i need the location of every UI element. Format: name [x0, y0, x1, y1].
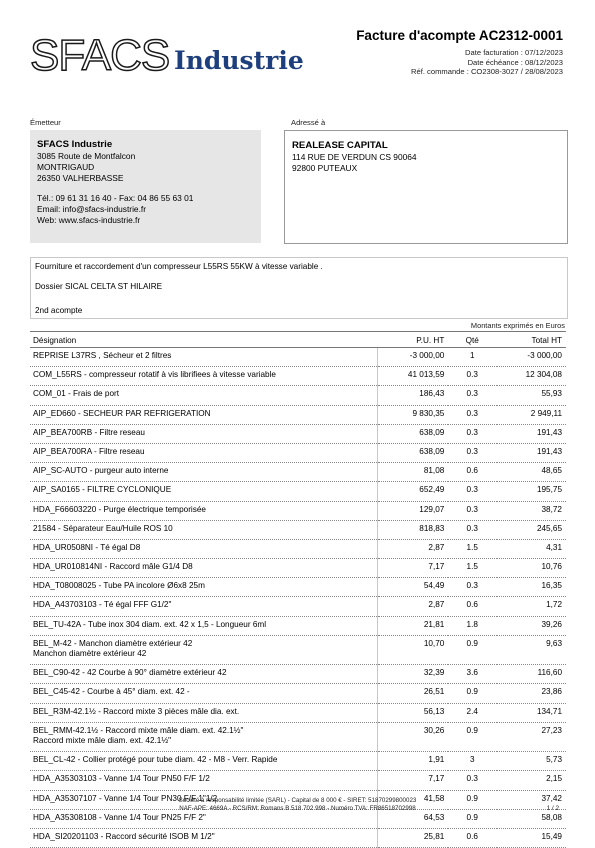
destinataire-address2: 92800 PUTEAUX	[292, 162, 358, 173]
table-row	[30, 482, 566, 501]
emetteur-address2: MONTRIGAUD	[37, 161, 95, 172]
row-designation	[30, 559, 378, 578]
table-row	[30, 828, 566, 847]
row-pu: 64,53	[378, 809, 449, 828]
row-pu: 129,07	[378, 501, 449, 520]
row-designation-text: AIP_SA0165 - FILTRE CYCLONIQUE	[33, 485, 172, 495]
destinataire-box	[284, 130, 568, 244]
destinataire-address1: 114 RUE DE VERDUN CS 90064	[292, 152, 417, 162]
date-facturation: Date facturation : 07/12/2023	[465, 48, 563, 57]
row-pu: 2,87	[378, 539, 449, 558]
row-pu: 81,08	[378, 463, 449, 482]
footer-line2: NAF-APE: 4669A - RCS/RM: Romans B 518 702 998 - Numéro TVA: FR86518702998	[179, 805, 416, 812]
row-designation	[30, 684, 378, 703]
row-total: 2 949,11	[497, 405, 566, 424]
row-total: 195,75	[497, 482, 566, 501]
table-row	[30, 722, 566, 751]
table-row	[30, 597, 566, 616]
row-pu: 10,70	[378, 635, 449, 664]
row-designation-text: BEL_C45-42 - Courbe à 45° diam. ext. 42 -	[33, 687, 190, 697]
currency-note: Montants exprimés en Euros	[470, 321, 565, 330]
row-total: 116,60	[497, 665, 566, 684]
description-line3: 2nd acompte	[35, 306, 83, 315]
row-pu: 2,87	[378, 597, 449, 616]
table-row	[30, 501, 566, 520]
table-row	[30, 520, 566, 539]
emetteur-address3: 26350 VALHERBASSE	[37, 172, 124, 183]
emetteur-phone: Tél.: 09 61 31 16 40 - Fax: 04 86 55 63 01	[37, 193, 194, 204]
row-designation	[30, 578, 378, 597]
row-designation-text: COM_L55RS - compresseur rotatif à vis librifiees à vitesse variable	[33, 370, 276, 380]
row-qte: 0.6	[448, 828, 497, 847]
row-designation	[30, 463, 378, 482]
row-qte: 0.3	[448, 443, 497, 462]
row-designation-text: HDA_A35308108 - Vanne 1/4 Tour PN25 F/F 2"	[33, 812, 206, 822]
row-designation-text-2: Manchon diamètre extérieur 42	[33, 649, 147, 659]
table-row	[30, 405, 566, 424]
row-designation-text: REPRISE L37RS , Sécheur et 2 filtres	[33, 351, 172, 360]
destinataire-name: REALEASE CAPITAL	[292, 140, 388, 151]
row-total: 1,72	[497, 597, 566, 616]
row-total: 191,43	[497, 424, 566, 443]
row-pu: 7,17	[378, 771, 449, 790]
row-total: 10,76	[497, 559, 566, 578]
row-total: 48,65	[497, 463, 566, 482]
row-pu: 652,49	[378, 482, 449, 501]
row-qte: 1.5	[448, 539, 497, 558]
table-row	[30, 424, 566, 443]
emetteur-web: Web: www.sfacs-industrie.fr	[37, 214, 141, 225]
row-qte: 0.6	[448, 463, 497, 482]
row-designation-text: BEL_CL-42 - Collier protégé pour tube diam. 42 - M8 - Verr. Rapide	[33, 755, 278, 765]
table-row	[30, 752, 566, 771]
row-qte: 0.3	[448, 578, 497, 597]
footer-line1: Société à responsabilité limitée (SARL) - Capital de 8 000 € - SIRET: 51870299800023	[178, 797, 417, 804]
row-designation	[30, 752, 378, 771]
row-designation-text: HDA_UR010814NI - Raccord mâle G1/4 D8	[33, 562, 193, 572]
row-designation-text-2: Raccord mixte mâle diam. ext. 42.1½"	[33, 735, 172, 745]
row-qte: 1.5	[448, 559, 497, 578]
row-qte: 1	[448, 348, 497, 367]
row-qte: 0.9	[448, 635, 497, 664]
row-designation	[30, 482, 378, 501]
header-designation: Désignation	[30, 332, 378, 348]
row-pu: 30,26	[378, 722, 449, 751]
emetteur-email: Email: info@sfacs-industrie.fr	[37, 204, 147, 215]
row-designation	[30, 386, 378, 405]
logo-sfacs-text: SFACS	[30, 31, 170, 80]
row-designation-text: 21584 - Séparateur Eau/Huile ROS 10	[33, 523, 173, 533]
company-logo	[30, 31, 304, 82]
row-total: 134,71	[497, 703, 566, 722]
row-qte: 1.8	[448, 616, 497, 635]
row-designation	[30, 616, 378, 635]
row-pu: 818,83	[378, 520, 449, 539]
row-designation-text: HDA_SI20201103 - Raccord sécurité ISOB M 1/2"	[33, 831, 215, 841]
row-qte: 3	[448, 752, 497, 771]
invoice-title: Facture d'acompte AC2312-0001	[356, 28, 563, 43]
row-designation-text: BEL_RMM-42.1½ - Raccord mixte mâle diam. ext. 42.1½"	[33, 725, 244, 735]
row-qte: 0.9	[448, 809, 497, 828]
table-row	[30, 578, 566, 597]
emetteur-box	[30, 130, 261, 243]
row-total: 191,43	[497, 443, 566, 462]
row-pu: 54,49	[378, 578, 449, 597]
row-designation	[30, 722, 378, 751]
row-qte: 0.3	[448, 405, 497, 424]
row-designation	[30, 348, 378, 367]
table-row	[30, 463, 566, 482]
row-designation	[30, 424, 378, 443]
row-designation-text: AIP_ED660 - SECHEUR PAR REFRIGERATION	[33, 408, 211, 418]
row-designation-text: HDA_T08008025 - Tube PA incolore Ø6x8 25m	[33, 581, 205, 591]
row-designation	[30, 443, 378, 462]
emetteur-label: Émetteur	[30, 118, 61, 127]
row-qte: 0.6	[448, 597, 497, 616]
row-pu: 638,09	[378, 424, 449, 443]
row-total: 38,72	[497, 501, 566, 520]
row-qte: 0.9	[448, 684, 497, 703]
page-number: 1 / 2	[546, 805, 559, 812]
table-row	[30, 703, 566, 722]
table-row	[30, 635, 566, 664]
table-row	[30, 348, 566, 367]
row-qte: 0.3	[448, 386, 497, 405]
row-designation-text: HDA_F66603220 - Purge électrique temporisée	[33, 504, 206, 514]
row-designation	[30, 405, 378, 424]
row-total: 55,93	[497, 386, 566, 405]
row-pu: -3 000,00	[378, 348, 449, 367]
row-designation-text: HDA_UR0508NI - Té égal D8	[33, 542, 141, 552]
row-designation	[30, 597, 378, 616]
row-qte: 0.3	[448, 771, 497, 790]
row-total: 2,15	[497, 771, 566, 790]
date-echeance: Date échéance : 08/12/2023	[467, 57, 563, 67]
table-row	[30, 386, 566, 405]
row-designation	[30, 520, 378, 539]
table-row	[30, 443, 566, 462]
table-row	[30, 559, 566, 578]
row-qte: 0.9	[448, 790, 497, 809]
row-designation	[30, 665, 378, 684]
description-line2: Dossier SICAL CELTA ST HILAIRE	[35, 282, 163, 291]
row-designation-text: BEL_R3M-42.1½ - Raccord mixte 3 pièces mâle dia. ext.	[33, 706, 240, 716]
row-designation	[30, 539, 378, 558]
row-total: 12 304,08	[497, 367, 566, 386]
table-row	[30, 771, 566, 790]
row-pu: 32,39	[378, 665, 449, 684]
row-designation	[30, 828, 378, 847]
items-table	[30, 331, 566, 848]
row-designation-text: BEL_C90-42 - 42 Courbe à 90° diamètre extérieur 42	[33, 668, 227, 678]
emetteur-name: SFACS Industrie	[37, 139, 113, 150]
row-qte: 0.3	[448, 501, 497, 520]
row-designation-text: AIP_BEA700RA - Filtre reseau	[33, 446, 145, 456]
row-pu: 186,43	[378, 386, 449, 405]
row-designation-text: COM_01 - Frais de port	[33, 389, 119, 399]
row-total: 5,73	[497, 752, 566, 771]
row-total: 23,86	[497, 684, 566, 703]
row-pu: 9 830,35	[378, 405, 449, 424]
table-header-row	[30, 332, 566, 348]
row-designation-text: BEL_TU-42A - Tube inox 304 diam. ext. 42 x 1,5 - Longueur 6ml	[33, 619, 267, 629]
header-qte: Qté	[448, 332, 497, 348]
emetteur-address1: 3085 Route de Montfalcon	[37, 151, 136, 161]
row-pu: 638,09	[378, 443, 449, 462]
row-total: 58,08	[497, 809, 566, 828]
description-line1: Fourniture et raccordement d'un compresseur L55RS 55KW à vitesse variable .	[35, 262, 323, 271]
row-pu: 26,51	[378, 684, 449, 703]
row-qte: 3.6	[448, 665, 497, 684]
header-total: Total HT	[497, 332, 566, 348]
table-row	[30, 616, 566, 635]
row-total: -3 000,00	[497, 348, 566, 367]
row-pu: 25,81	[378, 828, 449, 847]
row-designation-text: BEL_M-42 - Manchon diamètre extérieur 42	[33, 638, 193, 648]
row-total: 16,35	[497, 578, 566, 597]
table-row	[30, 665, 566, 684]
row-pu: 41,58	[378, 790, 449, 809]
row-qte: 0.3	[448, 482, 497, 501]
row-qte: 0.3	[448, 424, 497, 443]
row-designation-text: HDA_A43703103 - Té égal FFF G1/2"	[33, 600, 172, 610]
row-total: 9,63	[497, 635, 566, 664]
row-pu: 21,81	[378, 616, 449, 635]
row-total: 4,31	[497, 539, 566, 558]
description-box	[30, 257, 568, 319]
row-pu: 1,91	[378, 752, 449, 771]
row-qte: 2.4	[448, 703, 497, 722]
header-pu: P.U. HT	[378, 332, 449, 348]
row-designation	[30, 501, 378, 520]
table-row	[30, 684, 566, 703]
row-designation	[30, 771, 378, 790]
table-row	[30, 539, 566, 558]
row-designation	[30, 367, 378, 386]
row-total: 245,65	[497, 520, 566, 539]
adresse-label: Adressé à	[291, 118, 326, 127]
row-total: 39,26	[497, 616, 566, 635]
row-designation	[30, 703, 378, 722]
row-pu: 7,17	[378, 559, 449, 578]
table-row	[30, 367, 566, 386]
row-designation	[30, 635, 378, 664]
logo-industrie-text: Industrie	[174, 46, 304, 75]
row-pu: 41 013,59	[378, 367, 449, 386]
row-designation-text: AIP_BEA700RB - Filtre reseau	[33, 427, 145, 437]
ref-commande: Réf. commande : CO2308-3027 / 28/08/2023	[411, 67, 563, 77]
row-pu: 56,13	[378, 703, 449, 722]
invoice-meta	[411, 48, 563, 77]
row-qte: 0.3	[448, 367, 497, 386]
row-designation-text: HDA_A35303103 - Vanne 1/4 Tour PN50 F/F 1/2	[33, 774, 210, 784]
row-designation-text: HDA_A35307107 - Vanne 1/4 Tour PN30 F/F 1"1/2	[33, 793, 218, 803]
legal-footer	[0, 797, 595, 813]
row-designation-text: AIP_SC-AUTO - purgeur auto interne	[33, 466, 169, 476]
row-total: 27,23	[497, 722, 566, 751]
row-qte: 0.3	[448, 520, 497, 539]
row-qte: 0.9	[448, 722, 497, 751]
row-total: 15,49	[497, 828, 566, 847]
row-total: 37,42	[497, 790, 566, 809]
